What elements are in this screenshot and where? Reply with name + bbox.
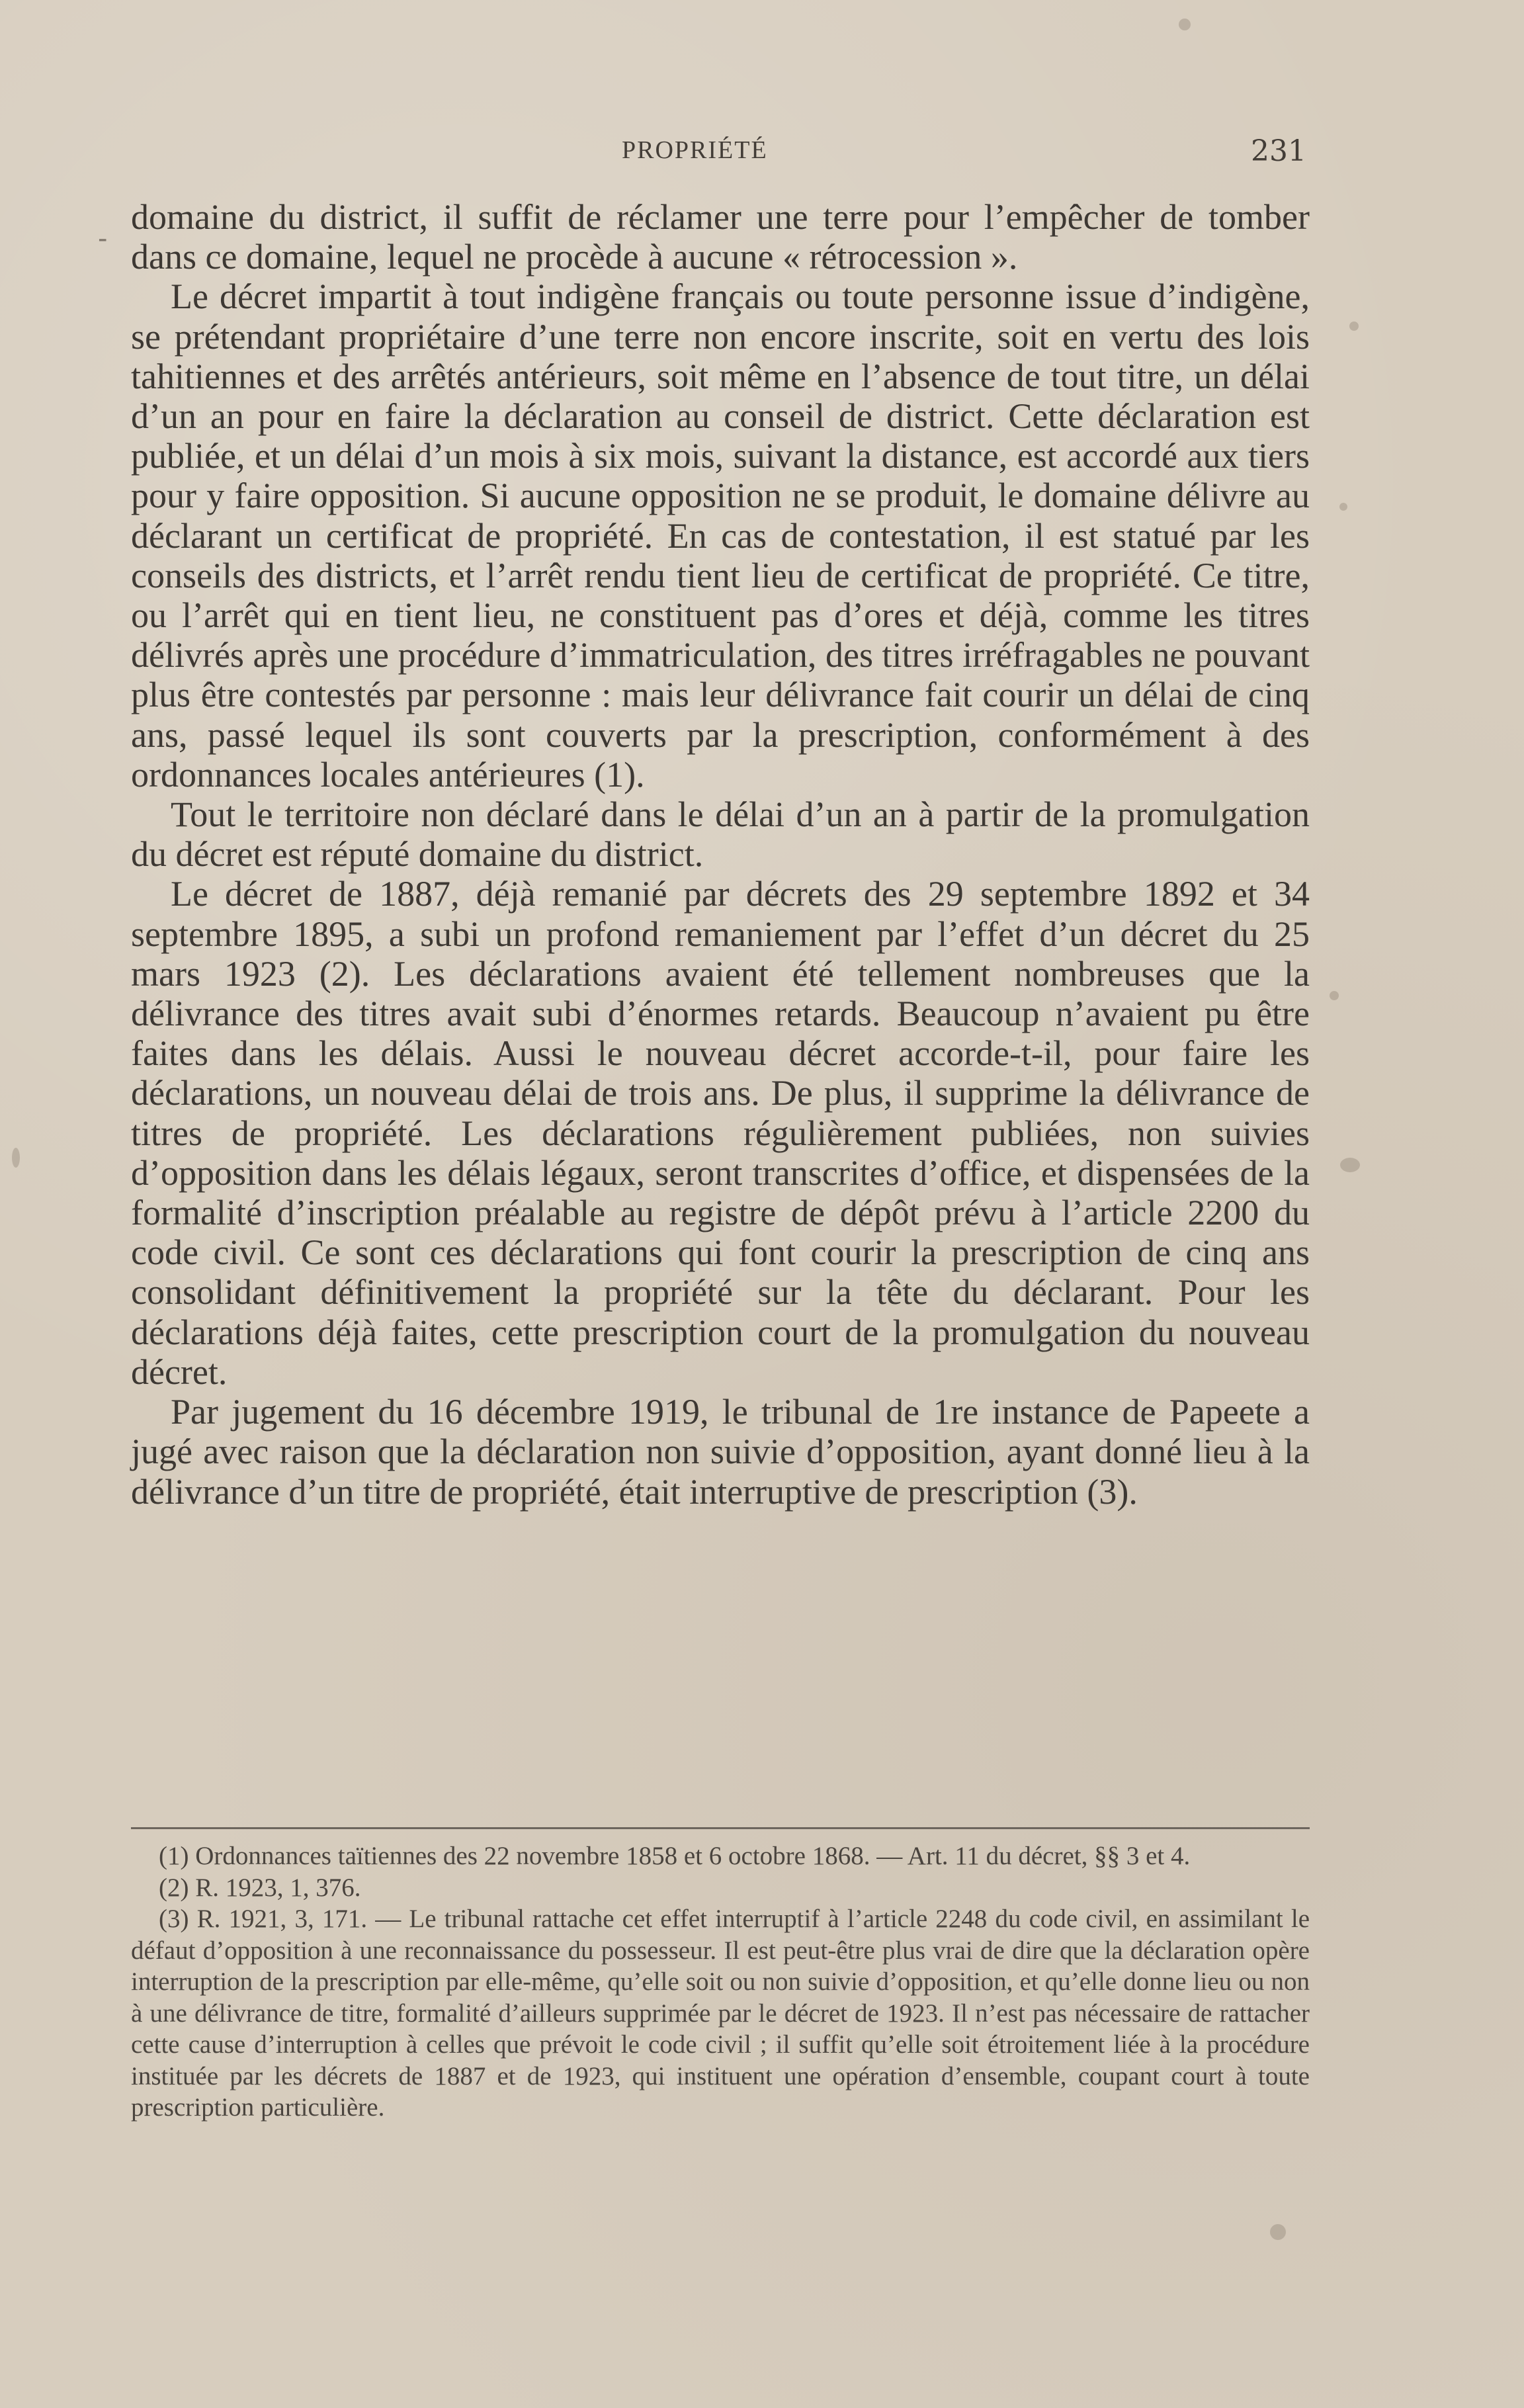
- paper-speck: [1339, 503, 1347, 511]
- running-header: [622, 136, 1306, 175]
- paper-speck: [1349, 322, 1359, 331]
- footnote: (3) R. 1921, 3, 171. — Le tribunal rattache cet effet interruptif à l’article 2248 du code civil, en assimilant le défaut d’opposition à une reconnaissance du possesseur. Il est peut-être plus vrai de dire que la déclaration opère interruption de la prescription par elle-même, qu’elle soit ou non suivie d’opposition, et qu’elle donne lieu ou non à une délivrance de titre, formalité d’ailleurs supprimée par le décret de 1923. Il n’est pas nécessaire de rattacher cette cause d’interruption à celles que prévoit le code civil ; il suffit qu’elle soit étroitement liée à la procédure instituée par les décrets de 1887 et de 1923, qui instituent une opération d’ensemble, coupant court à toute prescription particulière.: [131, 1905, 1310, 2122]
- main-text: [131, 197, 1310, 1512]
- page-number: 231: [1251, 134, 1306, 168]
- footnote-rule: [131, 1827, 1310, 1829]
- paper-speck: [1179, 19, 1191, 30]
- paragraph: domaine du district, il suffit de réclamer une terre pour l’empêcher de tomber dans ce domaine, lequel ne procède à aucune « rétrocession ».: [131, 197, 1310, 277]
- paper-speck: [1270, 2224, 1286, 2240]
- footnotes: [131, 1840, 1310, 2124]
- footnote: (1) Ordonnances taïtiennes des 22 novembre 1858 et 6 octobre 1868. — Art. 11 du décret, §§ 3 et 4.: [159, 1842, 1191, 1870]
- margin-dash: -: [98, 224, 108, 254]
- paper-speck: [12, 1148, 20, 1168]
- paragraph: Par jugement du 16 décembre 1919, le tribunal de 1re instance de Papeete a jugé avec raison que la déclaration non suivie d’opposition, ayant donné lieu à la délivrance d’un titre de propriété, était interruptive de prescription (3).: [131, 1392, 1310, 1512]
- running-title: PROPRIÉTÉ: [622, 136, 768, 164]
- paper-speck: [1340, 1158, 1360, 1172]
- paragraph: Le décret de 1887, déjà remanié par décrets des 29 septembre 1892 et 34 septembre 1895, a subi un profond remaniement par l’effet d’un décret du 25 mars 1923 (2). Les déclarations avaient été tellement nombreuses que la délivrance des titres avait subi d’énormes retards. Beaucoup n’avaient pu être faites dans les délais. Aussi le nouveau décret accorde-t-il, pour faire les déclarations, un nouveau délai de trois ans. De plus, il supprime la délivrance de titres de propriété. Les déclarations régulièrement publiées, non suivies d’opposition dans les délais légaux, seront transcrites d’office, et dispensées de la formalité d’inscription préalable au registre de dépôt prévu à l’article 2200 du code civil. Ce sont ces déclarations qui font courir la prescription de cinq ans consolidant définitivement la propriété sur la tête du déclarant. Pour les déclarations déjà faites, cette prescription court de la promulgation du nouveau décret.: [131, 874, 1310, 1392]
- paragraph: Le décret impartit à tout indigène français ou toute personne issue d’indigène, se prétendant propriétaire d’une terre non encore inscrite, soit en vertu des lois tahitiennes et des arrêtés antérieurs, soit même en l’absence de tout titre, un délai d’un an pour en faire la déclaration au conseil de district. Cette déclaration est publiée, et un délai d’un mois à six mois, suivant la distance, est accordé aux tiers pour y faire opposition. Si aucune opposition ne se produit, le domaine délivre au déclarant un certificat de propriété. En cas de contestation, il est statué par les conseils des districts, et l’arrêt rendu tient lieu de certificat de propriété. Ce titre, ou l’arrêt qui en tient lieu, ne constituent pas d’ores et déjà, comme les titres délivrés après une procédure d’immatriculation, des titres irréfragables ne pouvant plus être contestés par personne : mais leur délivrance fait courir un délai de cinq ans, passé lequel ils sont couverts par la prescription, conformément à des ordonnances locales antérieures (1).: [131, 277, 1310, 795]
- footnote: (2) R. 1923, 1, 376.: [159, 1873, 361, 1902]
- paper-speck: [1330, 991, 1339, 1000]
- paragraph: Tout le territoire non déclaré dans le délai d’un an à partir de la promulgation du décret est réputé domaine du district.: [131, 795, 1310, 875]
